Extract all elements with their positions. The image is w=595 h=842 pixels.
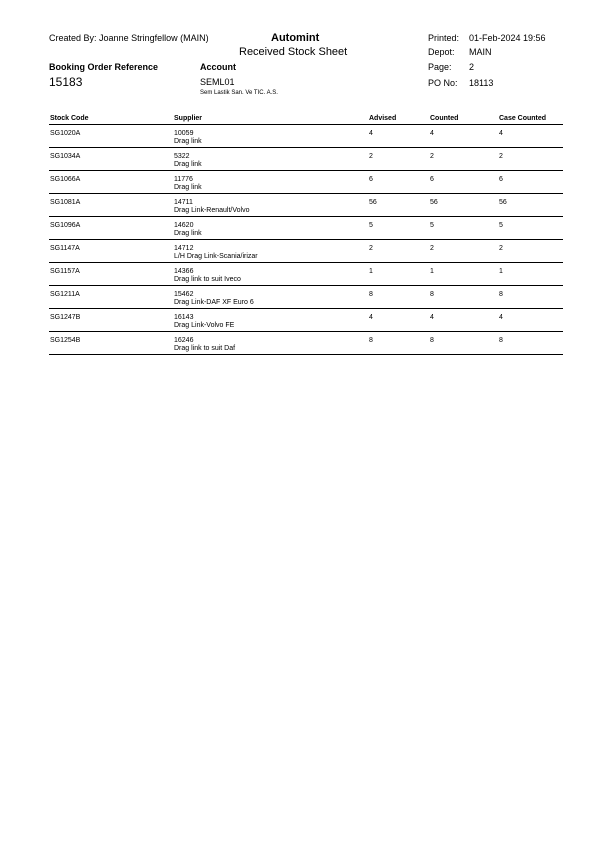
booking-ref-value: 15183 [49,75,83,89]
po-label: PO No: [428,78,458,88]
item-description: Drag link [174,138,202,145]
table-row [49,263,563,286]
stock-code: SG1020A [50,130,81,137]
advised-qty: 2 [369,245,373,252]
advised-qty: 6 [369,176,373,183]
supplier-cell [174,222,202,238]
table-row [49,240,563,263]
stock-code: SG1034A [50,153,81,160]
depot-value: MAIN [469,47,492,57]
item-description: Drag Link-DAF XF Euro 6 [174,299,254,306]
table-row [49,309,563,332]
advised-qty: 1 [369,268,373,275]
item-description: Drag Link-Renault/Volvo [174,207,250,214]
page-label: Page: [428,62,452,72]
table-row [49,286,563,309]
table-row [49,332,563,355]
case-counted-qty: 5 [499,222,503,229]
item-description: L/H Drag Link-Scania/irizar [174,253,258,260]
stock-code: SG1096A [50,222,81,229]
table-row [49,148,563,171]
item-description: Drag link to suit Iveco [174,276,241,283]
column-header-stock-code: Stock Code [50,115,89,122]
item-description: Drag link [174,230,202,237]
created-by-label: Created By: [49,33,97,43]
advised-qty: 4 [369,130,373,137]
column-header-case-counted: Case Counted [499,115,547,122]
supplier-ref: 14366 [174,268,194,275]
received-stock-table [49,114,563,355]
table-header-row [49,114,563,125]
stock-code: SG1066A [50,176,81,183]
case-counted-qty: 56 [499,199,507,206]
stock-code: SG1157A [50,268,80,275]
supplier-cell [174,153,202,169]
supplier-cell [174,337,235,353]
counted-qty: 56 [430,199,438,206]
counted-qty: 8 [430,337,434,344]
po-value: 18113 [469,78,494,88]
case-counted-qty: 8 [499,337,503,344]
advised-qty: 8 [369,291,373,298]
counted-qty: 5 [430,222,434,229]
stock-code: SG1081A [50,199,81,206]
item-description: Drag link to suit Daf [174,345,236,352]
column-header-supplier: Supplier [174,115,203,122]
case-counted-qty: 4 [499,314,503,321]
case-counted-qty: 2 [499,245,503,252]
depot-label: Depot: [428,47,455,57]
supplier-cell [174,130,202,146]
supplier-ref: 11776 [174,176,193,183]
supplier-cell [174,245,258,261]
advised-qty: 56 [369,199,377,206]
item-description: Drag link [174,161,202,168]
supplier-cell [174,176,202,192]
supplier-cell [174,314,234,330]
account-name: Sem Lastik San. Ve TIC. A.S. [200,90,278,96]
case-counted-qty: 2 [499,153,503,160]
counted-qty: 4 [430,130,434,137]
booking-ref-label: Booking Order Reference [49,62,159,72]
table-body [49,125,563,355]
account-label: Account [200,62,236,72]
supplier-ref: 16246 [174,337,194,344]
table-row [49,194,563,217]
supplier-ref: 14712 [174,245,194,252]
counted-qty: 8 [430,291,434,298]
supplier-ref: 16143 [174,314,194,321]
counted-qty: 1 [430,268,434,275]
table-row [49,217,563,240]
page-value: 2 [469,62,475,72]
printed-value: 01-Feb-2024 19:56 [469,33,546,43]
case-counted-qty: 6 [499,176,503,183]
supplier-ref: 14620 [174,222,194,229]
printed-label: Printed: [428,33,460,43]
supplier-ref: 5322 [174,153,190,160]
case-counted-qty: 4 [499,130,503,137]
column-header-advised: Advised [369,115,397,122]
item-description: Drag link [174,184,202,191]
counted-qty: 2 [430,153,434,160]
advised-qty: 8 [369,337,373,344]
advised-qty: 4 [369,314,373,321]
company-name: Automint [271,32,320,44]
created-by [49,33,209,43]
created-by-value: Joanne Stringfellow (MAIN) [99,33,209,43]
stock-code: SG1147A [50,245,80,252]
advised-qty: 5 [369,222,373,229]
advised-qty: 2 [369,153,373,160]
column-header-counted: Counted [430,115,459,122]
stock-code: SG1247B [50,314,81,321]
supplier-cell [174,199,250,215]
supplier-cell [174,291,254,307]
counted-qty: 2 [430,245,434,252]
counted-qty: 6 [430,176,434,183]
sheet-title: Received Stock Sheet [239,46,348,58]
supplier-ref: 14711 [174,199,193,206]
stock-code: SG1211A [50,291,80,298]
item-description: Drag Link-Volvo FE [174,322,235,329]
supplier-ref: 10059 [174,130,194,137]
case-counted-qty: 8 [499,291,503,298]
supplier-ref: 15462 [174,291,194,298]
stock-code: SG1254B [50,337,81,344]
account-code: SEML01 [200,77,235,87]
counted-qty: 4 [430,314,434,321]
case-counted-qty: 1 [499,268,503,275]
table-row [49,125,563,148]
supplier-cell [174,268,241,284]
table-row [49,171,563,194]
